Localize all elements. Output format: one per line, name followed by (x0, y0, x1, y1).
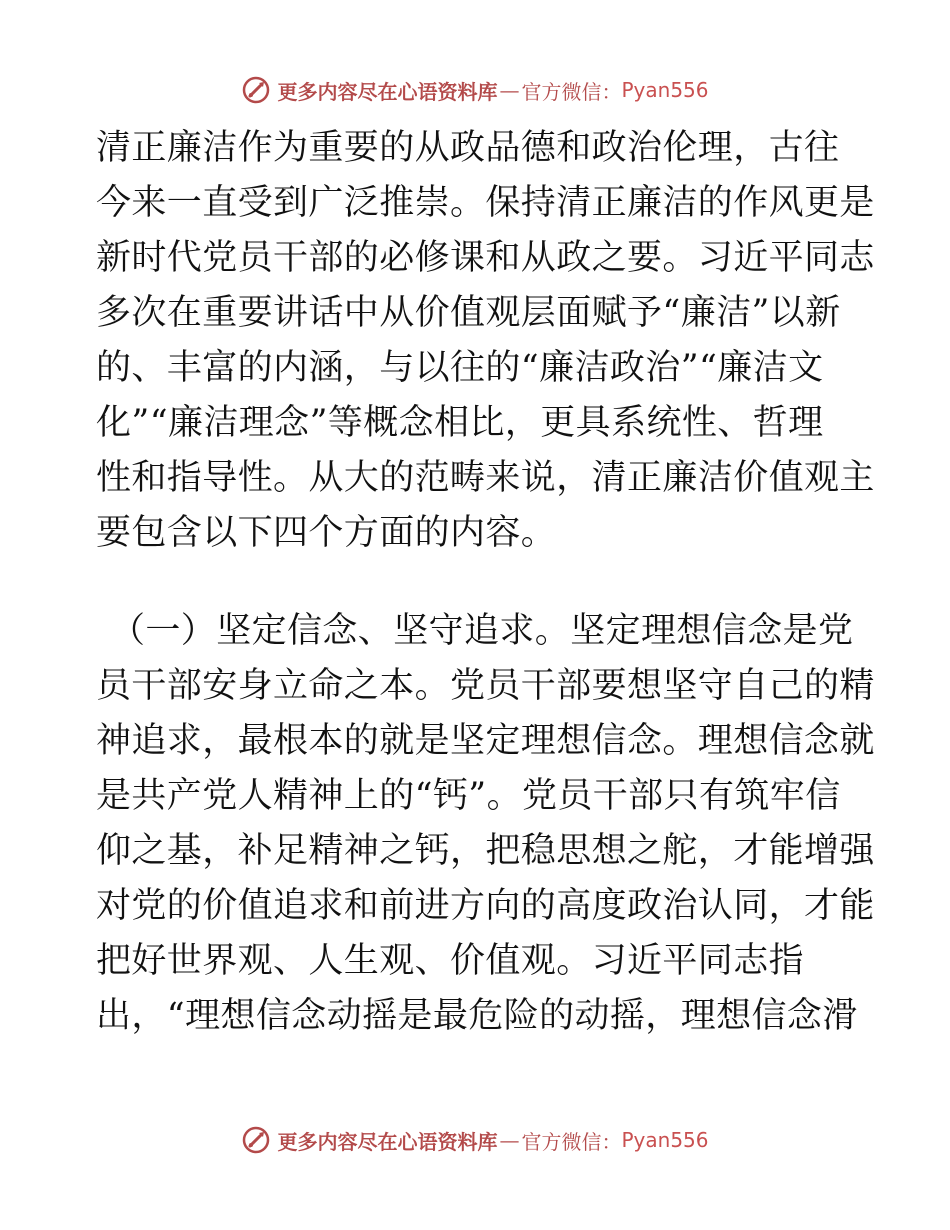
brand-logo-icon (241, 1125, 271, 1155)
paragraph-line: 是共产党人精神上的“钙”。党员干部只有筑牢信 (96, 776, 841, 816)
paragraph-line: 的、丰富的内涵，与以往的“廉洁政治”“廉洁文 (96, 348, 824, 388)
banner-separator: — (499, 78, 520, 102)
brand-logo-icon (241, 75, 271, 105)
banner-wechat-id: Pyan556 (621, 78, 709, 102)
paragraph-line: 性和指导性。从大的范畴来说，清正廉洁价值观主 (96, 458, 875, 498)
footer-banner (0, 1120, 950, 1160)
paragraph-line: 今来一直受到广泛推崇。保持清正廉洁的作风更是 (96, 183, 875, 223)
banner-separator: — (499, 1128, 520, 1152)
paragraph-line: 对党的价值追求和前进方向的高度政治认同，才能 (96, 886, 875, 926)
banner-main-text: 更多内容尽在心语资料库 (277, 1129, 498, 1154)
paragraph-line: 出，“理想信念动摇是最危险的动摇，理想信念滑 (96, 996, 858, 1036)
paragraph-line: 把好世界观、人生观、价值观。习近平同志指 (96, 941, 805, 981)
paragraph-line: （一）坚定信念、坚守追求。坚定理想信念是党 (110, 611, 854, 651)
banner-main-text: 更多内容尽在心语资料库 (277, 79, 498, 104)
paragraph-line: 多次在重要讲话中从价值观层面赋予“廉洁”以新 (96, 293, 841, 333)
paragraph-line: 仰之基，补足精神之钙，把稳思想之舵，才能增强 (96, 831, 875, 871)
banner-wechat-label: 官方微信： (521, 1129, 622, 1154)
paragraph-line: 要包含以下四个方面的内容。 (96, 513, 557, 553)
paragraph-line: 化”“廉洁理念”等概念相比，更具系统性、哲理 (96, 403, 824, 443)
banner-wechat-id: Pyan556 (621, 1128, 709, 1152)
paragraph-line: 清正廉洁作为重要的从政品德和政治伦理，古往 (96, 128, 840, 168)
paragraph-line: 神追求，最根本的就是坚定理想信念。理想信念就 (96, 721, 875, 761)
banner-wechat-label: 官方微信： (521, 79, 622, 104)
paragraph-line: 员干部安身立命之本。党员干部要想坚守自己的精 (96, 666, 875, 706)
paragraph-line: 新时代党员干部的必修课和从政之要。习近平同志 (96, 238, 875, 278)
header-banner (0, 70, 950, 110)
